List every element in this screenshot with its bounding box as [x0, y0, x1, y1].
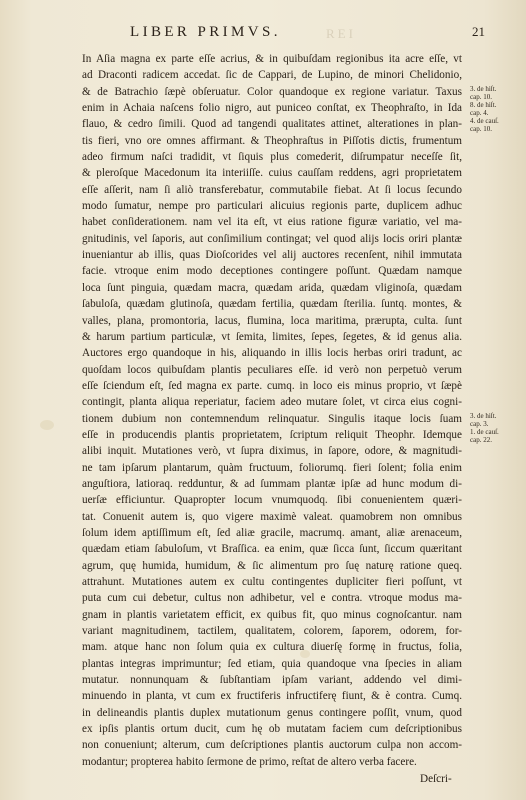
catchword: Deſcri- [420, 773, 452, 785]
text-line: uerſæ efficiuntur. Quapropter locum vnumquodq. ſibi conuenientem quæri- [82, 494, 462, 507]
text-line: valles, plana, promontoria, lacus, flumina, loca maritima, prærupta, culta. ſunt [82, 314, 462, 327]
text-line: in delineandis plantis duplex mutationum genus contingere poſſit, vnum, quod [82, 706, 462, 719]
text-line: contingit, planta aliqua reperiatur, faciem adeo mutare ſolet, vt circa eius cogni- [82, 396, 462, 409]
text-line: tis fieri, vno ore omnes affirmant. & Theophraſtus in Piſſotis dictis, frumentum [82, 134, 462, 147]
margin-note: 1. de cauſ. [470, 428, 499, 437]
text-line: flauo, & cedro ſimili. Quod ad tangendi qualitates attinet, alterationes in plan- [82, 118, 462, 131]
paper-stain [40, 420, 54, 430]
text-line: minuendo in planta, vt cum ex fructiferis infructiferę fiunt, & è contra. Cumq. [82, 690, 462, 703]
text-line: modantur; propterea habito ſermone de primo, reſtat de altero verba facere. [82, 755, 417, 768]
text-line: loca ſunt pinguia, quædam macra, quædam arida, quædam vliginoſa, quædam [82, 281, 462, 294]
margin-note: cap. 4. [470, 109, 489, 118]
text-line: ad Draconti radicem accedat. ſic de Cappari, de Lupino, de minori Chelidonio, [82, 69, 462, 82]
margin-note: 3. de hiſt. [470, 411, 497, 420]
show-through-text: REI [326, 26, 356, 41]
text-line: anguſtiora, latioraq. redduntur, & ad ſummam plantæ ipſæ ad hunc modum di- [82, 477, 462, 490]
text-line: ne tam ipſarum plantarum, quàm fructuum, foliorumq. fieri ſolent; folia enim [82, 461, 462, 474]
text-line: facie. vtroque enim modo deceptiones contingere poſſunt. Quædam namque [82, 265, 462, 278]
text-line: modo ſumatur, nempe pro particulari alicuius regionis parte, duplicem adhuc [82, 200, 462, 213]
text-line: ex ipſis plantis ortum ducit, cum hę ob mutatam faciem cum deſcriptionibus [82, 723, 462, 736]
text-line: adeo firmum naſci tradidit, vt ſiquis plus comederit, diſrumpatur neceſſe ſit, [82, 151, 462, 164]
text-line: In Aſia magna ex parte eſſe acrius, & in quibuſdam regionibus ita acre eſſe, vt [82, 53, 462, 65]
margin-note: cap. 10. [470, 125, 492, 134]
page-number: 21 [472, 24, 485, 39]
text-line: alibi inquit. Mutationes verò, vt ſupra diximus, in ſapore, odore, & magnitudi- [82, 445, 462, 458]
text-line: & pleroſque Macedonum ita interiiſſe. cuius cauſſam reddens, agri proprietatem [82, 167, 462, 180]
text-line: & de Batrachio ſæpè obſeruatur. Color quandoque ex regione variatur. Taxus [82, 85, 462, 98]
body-text [82, 51, 462, 770]
text-line: puta cum cui debetur, cultus non adhibetur, vel e contra. vtroque modus ma- [82, 592, 462, 605]
text-line: eſſe aſſerit, nam ſi aliò transferebatur, commutabile fiebat. At ſi locus ſecundo [82, 183, 462, 196]
running-title: LIBER PRIMVS. [130, 24, 281, 40]
running-head [0, 24, 526, 48]
text-line: ſabuloſa, quædam glutinoſa, quædam fertilia, quædam ſterilia. ſuntq. montes, & [82, 298, 462, 311]
margin-note: 8. de hiſt. [470, 101, 497, 110]
text-line: tionem dubium non contemnendum relinquatur. Singulis itaque locis ſuam [82, 412, 462, 425]
text-line: inueniantur ab illis, quas Dioſcorides vel alij auctores recenſent, nihil immutata [82, 249, 462, 262]
text-line: eſſe ſciendum eſt, ſed magna ex parte. cumq. in loco eis minus proprio, vt ſæpè [82, 379, 462, 392]
text-line: mam. atque hanc non ſolum quia ex cultura diuerſę formę in fructus, folia, [82, 641, 462, 654]
margin-note: cap. 22. [470, 436, 492, 445]
text-line: mutatur. nonnunquam & ſubſtantiam ipſam variant, addendo vel dimi- [82, 674, 462, 687]
text-line: tat. Conuenit autem is, quo vigere maximè valeat. quamobrem non omnibus [82, 510, 462, 523]
margin-note: 4. de cauſ. [470, 117, 499, 126]
text-line: quædam etiam ſabuloſum, vt Braſſica. ea enim, quæ ſicca ſunt, ſiccum quæritant [82, 543, 462, 556]
text-line: plantas integras imprimuntur; ſed etiam, quia quandoque vna ſpecies in aliam [82, 657, 462, 670]
margin-note: 3. de hiſt. [470, 84, 497, 93]
margin-note: cap. 10. [470, 92, 492, 101]
text-line: gnitudinis, vel ſaporis, aut conſimilium contingat; vel quod alijs locis oriri plantæ [82, 232, 462, 245]
text-line: gnam in plantis varietatem efficit, ex quibus fit, quo minus cognoſcantur. nam [82, 608, 462, 621]
text-line: enim in Achaia naſcens folio nigro, aut puniceo conſtat, ex Theophraſto, in Ida [82, 102, 462, 115]
margin-note: cap. 3. [470, 419, 489, 428]
text-line: variant magnitudinem, tactilem, qualitatem, colorem, ſaporem, odorem, for- [82, 625, 462, 638]
text-line: habet conſiderationem. nam vel ita eſt, vt eius ratione figuræ variatio, vel ma- [82, 216, 462, 229]
text-line: quoſdam locos quibuſdam plantis peculiares eſſe. id verò non perpetuò verum [82, 363, 462, 376]
text-line: & harum partium particulæ, vt ſemita, limites, ſepes, ſegetes, & id genus alia. [82, 330, 462, 343]
text-line: agrum, quę humida, humidum, & ſic alimentum pro ſuę naturę ratione queq. [82, 559, 462, 572]
text-line: ſolum idem aptiſſimum eſt, ſed aliæ gracile, macrumq. amant, aliæ arenaceum, [82, 526, 462, 539]
text-line: attrahunt. Mutationes autem ex cultu contingentes dupliciter fieri poſſunt, vt [82, 576, 462, 588]
text-line: non conueniunt; alterum, cum deſcriptiones plantis auctorum culpa non accom- [82, 739, 462, 752]
text-line: Auctores ergo quandoque in his, aliquando in illis locis herbas oriri tradunt, ac [82, 347, 462, 360]
text-line: eſſe in producendis plantis proprietatem, ſcriptum reliquit Theophr. Idemque [82, 428, 462, 441]
